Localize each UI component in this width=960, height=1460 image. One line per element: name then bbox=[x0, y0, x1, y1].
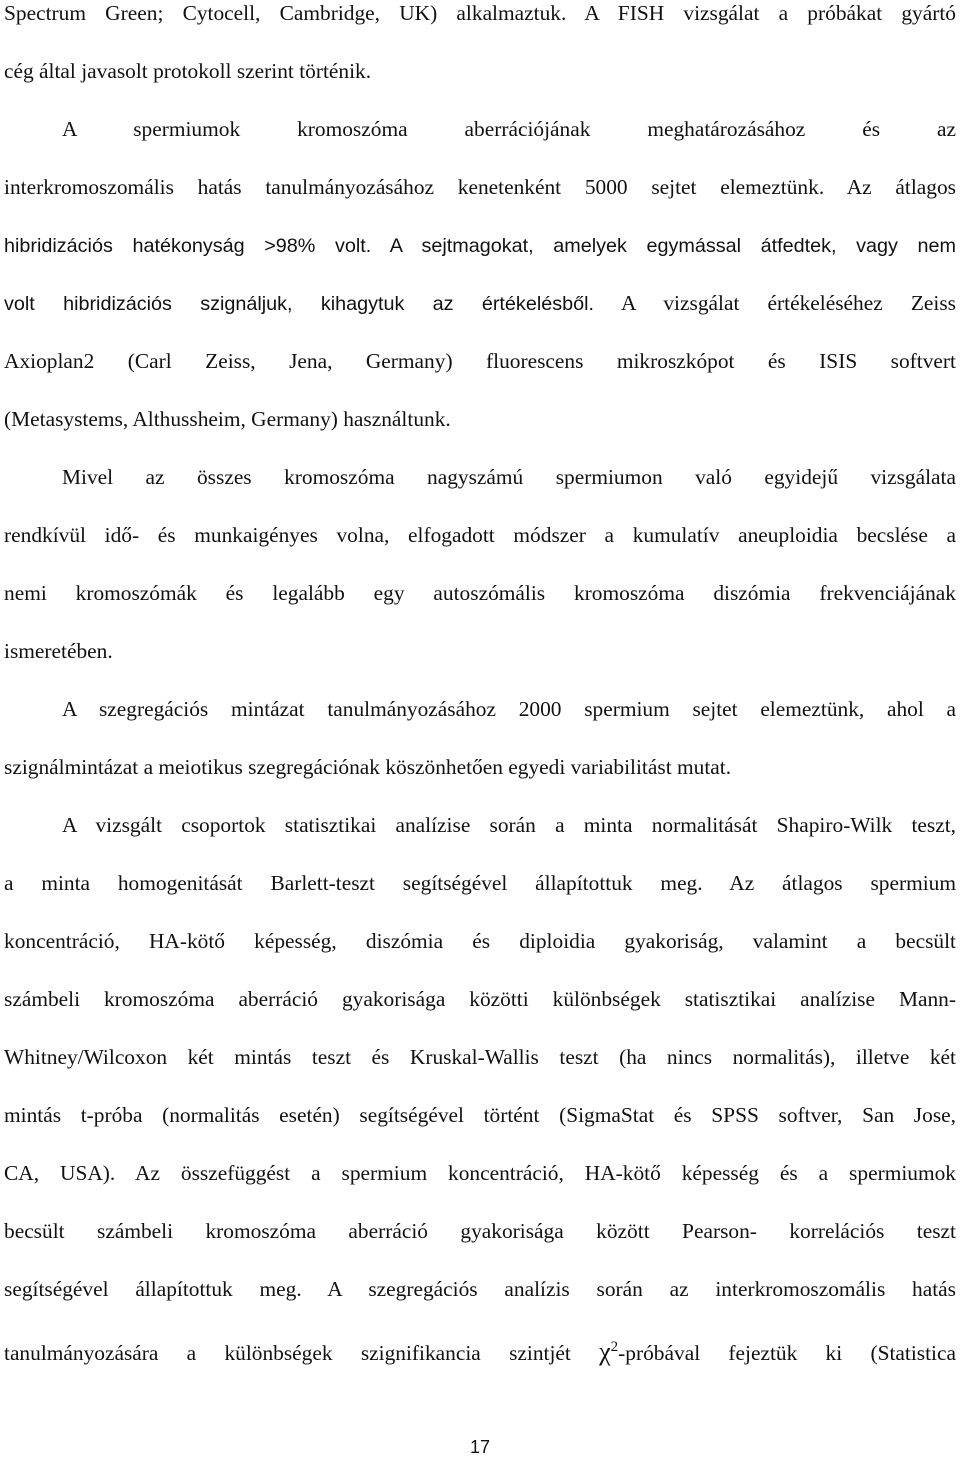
line-text: számbeli kromoszóma aberráció gyakorisága közötti különbségek statisztikai analízise Mann- bbox=[4, 987, 956, 1011]
paragraph-first-line bbox=[4, 688, 956, 746]
line-text: volt hibridizációs szignáljuk, kihagytuk az értékelésből. bbox=[4, 293, 595, 315]
line-text: Spectrum Green; Cytocell, Cambridge, UK) alkalmaztuk. A FISH vizsgálat a próbákat gyártó bbox=[4, 1, 956, 25]
line-text: Axioplan2 (Carl Zeiss, Jena, Germany) fluorescens mikroszkópot és ISIS softvert bbox=[4, 349, 956, 373]
line-text: -próbával fejeztük ki (Statistica bbox=[618, 1341, 956, 1365]
text-line bbox=[4, 50, 956, 108]
line-text: segítségével állapítottuk meg. A szegregációs analízis során az interkromoszomális hatás bbox=[4, 1277, 956, 1301]
line-text: A vizsgálat értékeléséhez Zeiss bbox=[594, 291, 956, 315]
superscript: 2 bbox=[610, 1339, 619, 1355]
line-text: (Metasystems, Althussheim, Germany) használtunk. bbox=[4, 407, 451, 431]
text-line bbox=[4, 1094, 956, 1152]
line-text: tanulmányozására a különbségek szignifikancia szintjét bbox=[4, 1341, 600, 1365]
line-text: cég által javasolt protokoll szerint történik. bbox=[4, 59, 372, 83]
line-text: becsült számbeli kromoszóma aberráció gyakorisága között Pearson- korrelációs teszt bbox=[4, 1219, 956, 1243]
text-line bbox=[4, 1326, 956, 1384]
line-text: Whitney/Wilcoxon két mintás teszt és Kruskal-Wallis teszt (ha nincs normalitás), illetve két bbox=[4, 1045, 956, 1069]
text-line bbox=[4, 1268, 956, 1326]
text-line bbox=[4, 1036, 956, 1094]
text-line bbox=[4, 514, 956, 572]
line-text: koncentráció, HA-kötő képesség, diszómia és diploidia gyakoriság, valamint a becsült bbox=[4, 929, 956, 953]
paragraph-first-line bbox=[4, 804, 956, 862]
paragraph-first-line bbox=[4, 108, 956, 166]
text-line bbox=[4, 224, 956, 282]
line-text: A sejtmagokat, amelyek egymással átfedtek, vagy nem bbox=[371, 235, 957, 257]
line-text: Mivel az összes kromoszóma nagyszámú spermiumon való egyidejű vizsgálata bbox=[62, 465, 956, 489]
line-text: A spermiumok kromoszóma aberrációjának meghatározásához és az bbox=[62, 117, 956, 141]
line-text: rendkívül idő- és munkaigényes volna, elfogadott módszer a kumulatív aneuploidia becslése a bbox=[4, 523, 956, 547]
text-line bbox=[4, 920, 956, 978]
line-text: hibridizációs hatékonyság >98% volt. bbox=[4, 235, 372, 257]
line-text: mintás t-próba (normalitás esetén) segítségével történt (SigmaStat és SPSS softver, San Jose, bbox=[4, 1103, 956, 1127]
line-text: A szegregációs mintázat tanulmányozásához 2000 spermium sejtet elemeztünk, ahol a bbox=[62, 697, 956, 721]
text-line bbox=[4, 630, 956, 688]
paragraph-first-line bbox=[4, 456, 956, 514]
line-text: nemi kromoszómák és legalább egy autoszómális kromoszóma diszómia frekvenciájának bbox=[4, 581, 956, 605]
text-line bbox=[4, 978, 956, 1036]
text-line bbox=[4, 746, 956, 804]
text-line bbox=[4, 340, 956, 398]
text-line bbox=[4, 166, 956, 224]
text-line bbox=[4, 572, 956, 630]
text-line bbox=[4, 1210, 956, 1268]
text-line bbox=[4, 398, 956, 456]
chi-symbol: χ bbox=[599, 1337, 611, 1366]
text-line bbox=[4, 862, 956, 920]
line-text: ismeretében. bbox=[4, 639, 113, 663]
line-text: interkromoszomális hatás tanulmányozásához kenetenként 5000 sejtet elemeztünk. Az átlagos bbox=[4, 175, 956, 199]
page-number: 17 bbox=[469, 1437, 491, 1457]
body-text bbox=[4, 0, 956, 1384]
line-text: a minta homogenitását Barlett-teszt segítségével állapítottuk meg. Az átlagos spermium bbox=[4, 871, 956, 895]
line-text: szignálmintázat a meiotikus szegregációnak köszönhetően egyedi variabilitást mutat. bbox=[4, 755, 732, 779]
text-line bbox=[4, 0, 956, 50]
text-line bbox=[4, 282, 956, 340]
line-text: CA, USA). Az összefüggést a spermium koncentráció, HA-kötő képesség és a spermiumok bbox=[4, 1161, 956, 1185]
text-line bbox=[4, 1152, 956, 1210]
line-text: A vizsgált csoportok statisztikai analízise során a minta normalitását Shapiro-Wilk teszt, bbox=[62, 813, 956, 837]
